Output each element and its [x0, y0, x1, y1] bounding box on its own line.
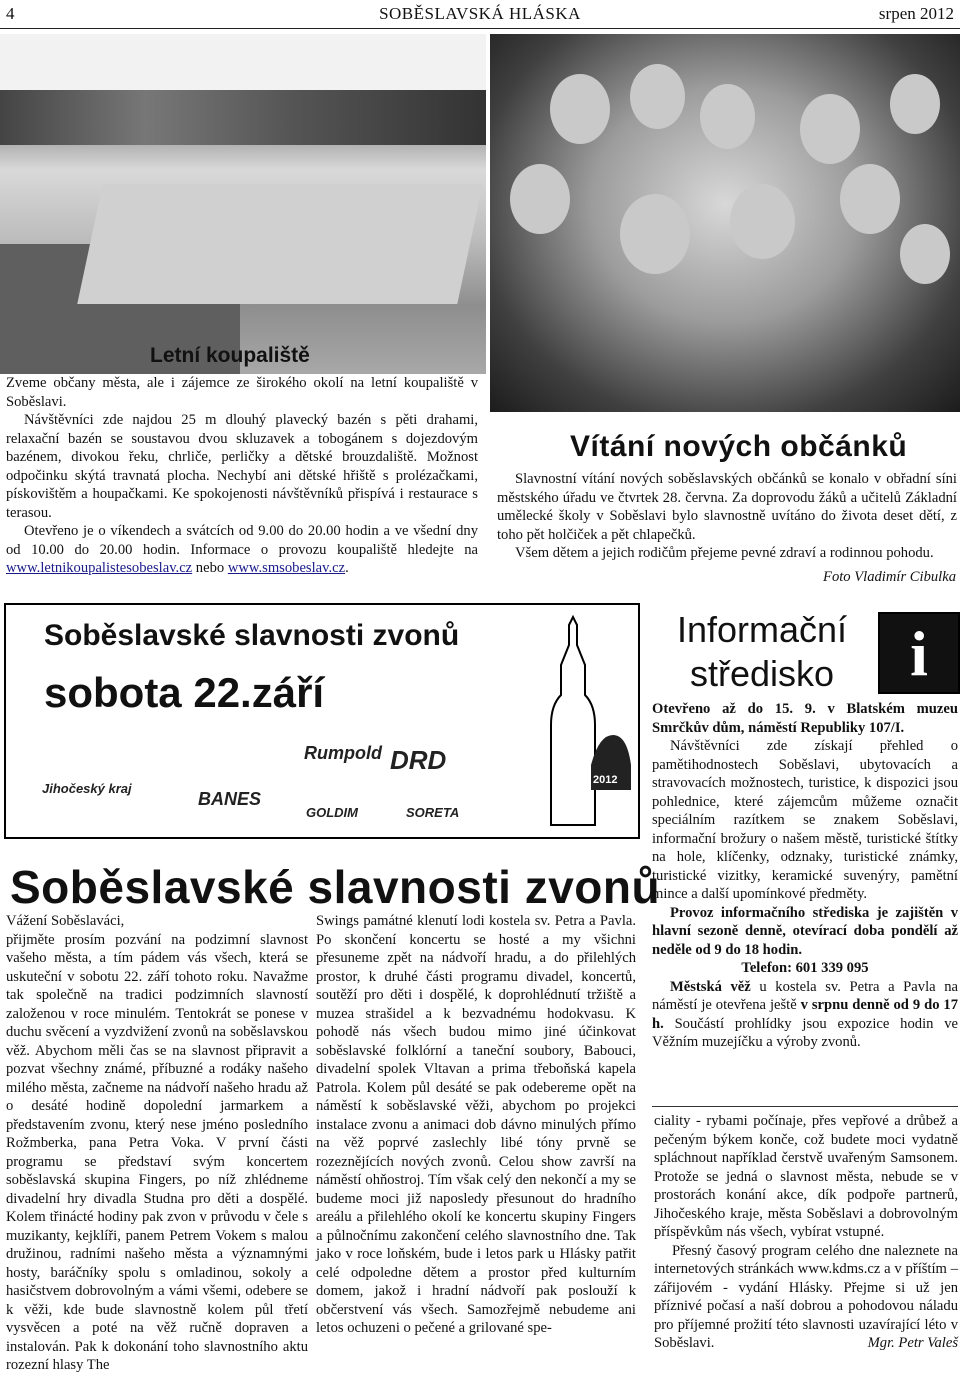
info-article — [652, 700, 958, 1052]
info-hours: Otevřeno až do 15. 9. v Blatském muzeu Smrčkův dům, náměstí Republiky 107/I. — [652, 701, 958, 736]
info-p2: Provoz informačního střediska je zajištěn v hlavní sezoně denně, otevírací doba pondělí až neděle od 9 do 18 hodin. — [652, 904, 958, 958]
pool-p1: Zveme občany města, ale i zájemce ze širokého okolí na letní koupaliště v Soběslavi. — [6, 375, 478, 410]
masthead: SOBĚSLAVSKÁ HLÁSKA — [379, 4, 581, 23]
bell-tower-icon — [521, 615, 631, 830]
pool-title: Letní koupaliště — [150, 344, 310, 367]
issue-date: srpen 2012 — [878, 4, 954, 23]
info-icon: i — [878, 612, 960, 694]
column-separator — [652, 1106, 958, 1107]
welcome-article — [497, 470, 957, 563]
logo-rumpold: Rumpold — [304, 743, 382, 763]
logo-goldim: GOLDIM — [306, 805, 358, 820]
signature: Mgr. Petr Valeš — [867, 1335, 958, 1351]
festival-salutation: Vážení Soběslaváci, — [6, 913, 125, 929]
festival-text-1: přijměte prosím pozvání na podzimní slavnost vašeho města, a tím pádem vás všech, která se uskuteční v sobotu 22. září tohoto roku. Navažme tak společně na tradici podzimních slavností založenou v roce minulém. Tentokrát se ponese v duchu svěcení a vyzdvižení zvonů na soběslavskou věž. Abychom měli čas se na slavnost připravit a pozvat všechny známé, příbuzné a rodáky našeho milého města, začneme na nádvoří našeho hradu až o desáté hodině dopolední jarmarkem a představením zvonu, který nese jméno posledního Rožmberka, pana Petra Voka. V první části programu se představí svým koncertem soběslavská skupina Fingers, po níž zhlédneme divadelní hry divadla Studna pro děti a dospělé. Kolem třinácté hodiny pak zvon v průvodu v čele s muzikanty, kejklíři, panem Petrem Vokem s malou družinou, radními našeho města a významnými hosty, baráčníky spolu s omladinou, sokoly a hasičstvem dobrovolným a vámi všemi, odebere se k věži, kde bude slavnostně kolem půl třetí vysvěcen a poté na věž ručně dopraven a instalován. Pak k dokonání toho slavnostního aktu rozezní hlasy The — [6, 931, 308, 1373]
festival-title: Soběslavské slavnosti zvonů — [10, 861, 661, 913]
page-header — [0, 0, 960, 28]
banner-year: 2012 — [593, 774, 618, 786]
logo-jihocesky-kraj: Jihočeský kraj — [42, 781, 132, 796]
info-p1: Návštěvníci zde získají přehled o pamětihodnostech Soběslavi, ubytovacích a stravovacích možnostech, turistice, k dispozici jsou pohlednice, které zájemcům můžeme označit speciálním razítkem se znakem Soběslavi, informační brožury o našem městě, turistické štítky na hole, klíčenky, odznaky, turistické známky, turistické vizitky, keramické suvenýry, pamětní mince a další upomínkové předměty. — [652, 738, 958, 902]
logo-soreta: SORETA — [406, 805, 460, 820]
info-phone: Telefon: 601 339 095 — [741, 960, 869, 976]
header-rule — [0, 28, 960, 29]
banner-line-2: sobota 22.září — [44, 669, 325, 716]
logo-banes: BANES — [198, 789, 262, 809]
pool-p2: Návštěvníci zde najdou 25 m dlouhý plavecký bazén s pěti drahami, relaxační bazén se soustavou dvou skluzavek a tobogánem s dojezdovým bazénem, divokou řeku, chrliče, perličky a dětské brouzdaliště. Možnost odpočinku skýtá travnatá plocha. Nechybí ani dětské hřiště s prolézačkami, pískovištěm a houpačkami. Ke spokojenosti návštěvníků přispívá i restaurace s terasou. — [6, 412, 478, 521]
families-photo — [490, 34, 960, 412]
info-title: Informační středisko — [676, 609, 848, 694]
festival-col-1 — [6, 912, 308, 1375]
pool-photo — [0, 34, 486, 374]
kdms-link[interactable]: www.kdms.cz — [797, 1261, 881, 1277]
info-p3: Městská věž u kostela sv. Petra a Pavla na náměstí je otevřena ještě v srpnu denně od 9 do 17 h. Součástí prohlídky jsou expozice hodin ve Věžním muzejíčku a výroby zvonů. — [652, 978, 959, 1050]
pool-article — [6, 374, 478, 578]
logo-drd: DRD — [390, 745, 447, 775]
welcome-title: Vítání nových občánků — [570, 430, 908, 463]
pool-p3: Otevřeno je o víkendech a svátcích od 9.00 do 20.00 hodin a ve všední dny od 10.00 do 20.00 hodin. Informace o provozu koupaliště hledejte na www.letnikoupalistesobeslav.cz nebo www.smsobeslav.cz. — [6, 523, 478, 576]
festival-text-3: ciality - rybami počínaje, přes vepřové a drůbež a pečeným býkem konče, což budete moci vydatně spláchnout například čerstvě uvařeným Samsonem. Protože se jedná o slavnost města, nebude se v prostorách konání akce, dík podpoře partnerů, Jihočeského kraje, města Soběslavi a dobrovolným příspěvkům nás všech, vybírat vstupné. — [654, 1113, 958, 1240]
festival-col-3 — [654, 1112, 958, 1353]
festival-banner — [4, 603, 640, 839]
page-number: 4 — [6, 4, 15, 23]
pool-link-1[interactable]: www.letnikoupalistesobeslav.cz — [6, 560, 193, 576]
festival-text-4: Přesný časový program celého dne naleznete na internetových stránkách www.kdms.cz a v příštím – zářijovém - vydání Hlásky. Přejme si už jen příznivé počasí a naší dobrou a pohodovou náladu pro příjemné prožití této slavnosti uzavírající léto v Soběslavi. Mgr. Petr Valeš — [654, 1242, 958, 1351]
festival-text-2: Swings památné klenutí lodi kostela sv. Petra a Pavla. Po skončení koncertu se hosté a my všichni přesuneme zpět na nádvoří hradu, a do přilehlých prostor, k druhé části programu divadel, koncertů, soutěží pro děti i dospělé, k doprohlédnutí tržiště a muzea strašidel a k bezvadnému hodokvasu. K pohodě nás všech budou mimo jiné účinkovat soběslavské folklórní a taneční soubory, Babouci, divadelní spolek Vltavan a prima třeboňská kapela Patrola. Kolem půl desáté se pak odebereme opět na náměstí k soběslavské věži, abychom po projekci instalace zvonu a animaci dob dávno minulých přímo na věž poprvé zaslechly libé tóny prvně se rozeznějících nových zvonů. Celou show završí na náměstí ohňostroj. Tím však celý den nekončí a my se budeme moci již naposledy přesunout do hradního areálu a přilehlého okolí ke koncertu skupiny Fingers a půlnočnímu zakončení celého slavnostního dne. Tak jako v roce loňském, bude i letos park u Hlásky patřit celé odpoledne dětem a prostor před kulturním domem, jakož i hradní nádvoří pak poslouží k občerstvení vás všech. Samozřejmě nebudeme ani letos ochuzeni o pečené a grilované spe- — [316, 913, 636, 1336]
photo-credit: Foto Vladimír Cibulka — [823, 569, 956, 585]
pool-link-2[interactable]: www.smsobeslav.cz — [227, 560, 346, 576]
festival-col-2 — [316, 912, 636, 1338]
welcome-p1: Slavnostní vítání nových soběslavských občánků se konalo v obřadní síni městského úřadu ve čtvrtek 28. června. Za doprovodu žáků a učitelů Základní umělecké školy v Soběslavi bylo slavnostně uvítáno do života deset dětí, z toho pět holčiček a pět chlapečků. — [497, 471, 957, 543]
welcome-p2: Všem dětem a jejich rodičům přejeme pevné zdraví a rodinnou pohodu. — [515, 545, 934, 561]
banner-line-1: Soběslavské slavnosti zvonů — [44, 619, 460, 652]
